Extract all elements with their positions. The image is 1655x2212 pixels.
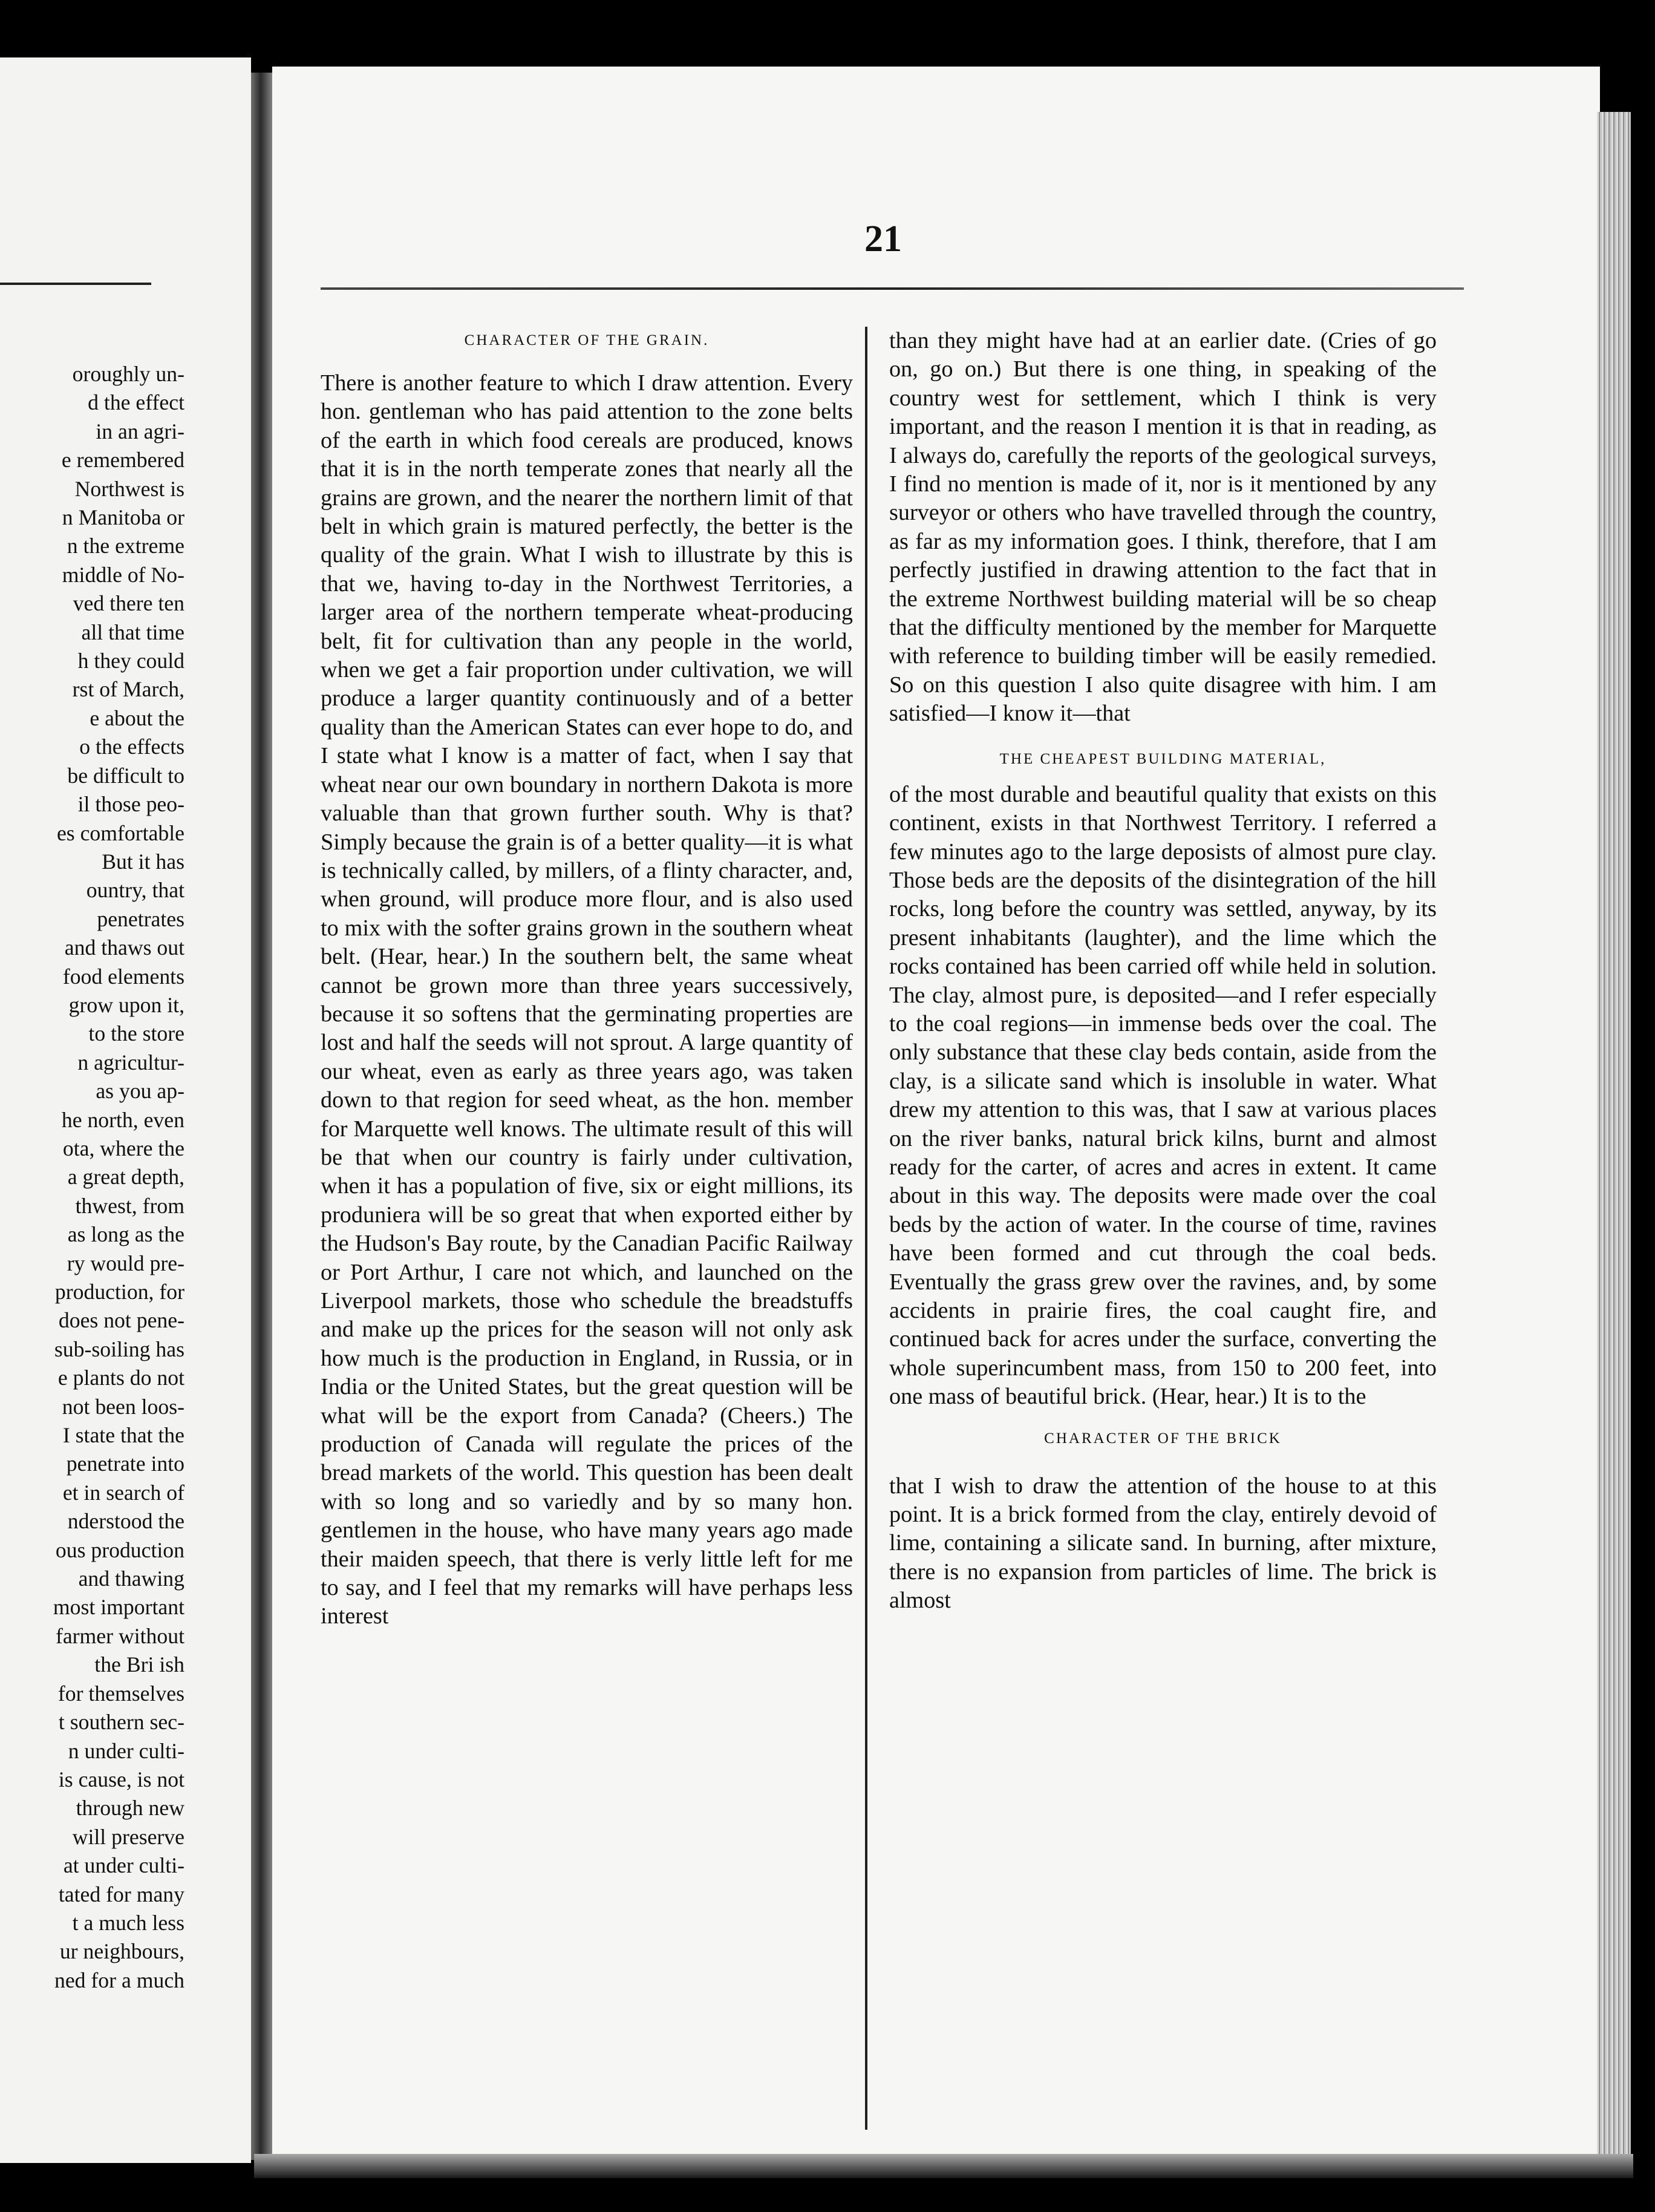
left-page-line: in an agri- (96, 419, 184, 443)
left-page-line: production, for (54, 1280, 184, 1304)
left-page-line: n agricultur- (77, 1050, 184, 1075)
left-page-line: to the store (88, 1021, 184, 1046)
page-edges (1597, 112, 1631, 2157)
left-page-line: penetrates (97, 906, 184, 931)
left-page-line: ur neighbours, (59, 1939, 184, 1964)
column-divider (865, 327, 867, 2130)
left-page-line: most important (53, 1595, 184, 1620)
left-page-line: t southern sec- (58, 1710, 184, 1735)
left-page-line: ota, where the (62, 1136, 184, 1160)
left-page-column (0, 360, 184, 1995)
left-page-line: does not pene- (58, 1308, 184, 1333)
left-page-line: and thawing (78, 1566, 184, 1591)
left-page-line: middle of No- (62, 562, 184, 587)
left-page-line: as you ap- (96, 1079, 184, 1104)
left-page-line: nderstood the (67, 1509, 184, 1534)
paragraph-brick: that I wish to draw the attention of the house to at this point. It is a brick formed from the clay, entirely devoid of lime, containing a silicate sand. In burning, after mixture, there is no expansion from particles of lime. The brick is almost (889, 1473, 1437, 1614)
left-page-line: all that time (81, 620, 184, 644)
left-page-line: rst of March, (72, 677, 184, 702)
text-column-1 (321, 327, 853, 1631)
paragraph-continuation: than they might have had at an earlier date. (Cries of go on, go on.) But there is one thing, in speaking of the country west for settlement, which I think is very important, and the reason I mention it is that in reading, as I always do, carefully the reports of the geological surveys, I find no mention is made of it, nor is it mentioned by any surveyor or others who have travelled through the country, as far as my information goes. I think, therefore, that I am perfectly justified in drawing attention to the fact that in the extreme Northwest building material will be so cheap that the difficulty mentioned by the member for Marquette with reference to building timber will be easily remedied. So on this question I also quite disagree with him. I am satisfied—I know it—that (889, 328, 1437, 727)
left-page-line: ned for a much (54, 1968, 184, 1992)
section-heading-brick: CHARACTER OF THE BRICK (1044, 1430, 1282, 1447)
left-page-line: ved there ten (73, 591, 184, 616)
left-page-line: at under culti- (63, 1853, 184, 1878)
left-page-line: penetrate into (66, 1451, 184, 1476)
left-page-line: n the extreme (67, 534, 184, 558)
left-page-line: ry would pre- (67, 1251, 184, 1275)
left-page-line: I state that the (62, 1423, 184, 1448)
left-page-line: the Bri ish (94, 1652, 184, 1677)
left-page (0, 57, 251, 2163)
bottom-shadow (254, 2154, 1633, 2178)
left-page-line: grow upon it, (68, 992, 184, 1017)
left-page-line: food elements (62, 964, 184, 989)
page-number: 21 (864, 218, 902, 260)
left-page-line: as long as the (67, 1222, 184, 1247)
left-page-line: e remembered (61, 448, 184, 473)
text-column-2 (889, 327, 1437, 1615)
left-page-line: t a much less (72, 1910, 184, 1935)
left-page-line: thwest, from (75, 1193, 184, 1218)
left-page-line: and thaws out (64, 935, 184, 960)
left-page-line: h they could (77, 649, 184, 673)
left-page-line: tated for many (58, 1882, 184, 1906)
paragraph-grain: There is another feature to which I draw attention. Every hon. gentleman who has paid attention to the zone belts of the earth in which food cereals are produced, knows that it is in the north temperate zones that nearly all the grains are grown, and the nearer the northern limit of that belt in which grain is matured perfectly, the better is the quality of the grain. What I wish to illustrate by this is that we, having to-day in the Northwest Territories, a larger area of the northern temperate wheat-producing belt, fit for cultivation than any people in the world, when we get a fair proportion under cultivation, we will produce a larger quantity continuously and of a better quality than the American States can ever hope to do, and I state what I know is a matter of fact, when I say that wheat near our own boundary in northern Dakota is more valuable than that grown further south. Why is that? Simply because the grain is of a better quality—it is what is technically called, by millers, of a flinty character, and, when ground, will produce more flour, and is also used to mix with the softer grains grown in the southern wheat belt. (Hear, hear.) In the southern belt, the same wheat cannot be grown more than three years successively, because it so softens that the germinating properties are lost and half the seeds will not sprout. A large quantity of our wheat, even as early as three years ago, was taken down to that region for seed wheat, as the hon. member for Marquette well knows. The ultimate result of this will be that when our country is fairly under cultivation, when it has a population of five, six or eight millions, its produniera will be so great that when exported either by the Hudson's Bay route, by the Canadian Pacific Railway or Port Arthur, I care not which, and launched on the Liverpool markets, those who schedule the breadstuffs and make up the prices for the season will not only ask how much is the production in England, in Russia, or in India or the United States, but the great question will be what will be the export from Canada? (Cheers.) The production of Canada will regulate the prices of the bread markets of the world. This question has been dealt with so long and so variedly and by so many hon. gentlemen in the house, who have many years ago made their maiden speech, that there is verly little left for me to say, and I feel that my remarks will have perhaps less interest (321, 370, 853, 1629)
left-page-line: d the effect (88, 390, 184, 415)
left-page-line: Northwest is (74, 476, 184, 501)
left-page-line: es comfortable (56, 820, 184, 845)
left-page-line: il those peo- (77, 792, 184, 817)
left-page-line: ous production (55, 1537, 184, 1562)
book-spine (251, 73, 275, 2160)
left-page-line: sub-soiling has (54, 1337, 184, 1361)
left-page-line: a great depth, (67, 1165, 184, 1189)
left-page-line: ountry, that (86, 878, 184, 903)
paragraph-building-material: of the most durable and beautiful quality that exists on this continent, exists in that Northwest Territory. I referred a few minutes ago to the large deposists of almost pure clay. Those beds are the deposits of the disintegration of the hill rocks, long before the country was settled, anyway, by its present inhabitants (laughter), and the lime which the rocks contained has been carried off while held in solution. The clay, almost pure, is deposited—and I refer especially to the coal regions—in immense beds over the coal. The only substance that these clay beds contain, aside from the clay, is a silicate sand which is insoluble in water. What drew my attention to this was, that I saw at various places on the river banks, natural brick kilns, burnt and almost ready for the carter, of acres and acres in extent. It came about in this way. The deposits were made over the coal beds by the action of water. In the course of time, ravines have been formed and cut through the coal beds. Eventually the grass grew over the ravines, and, by some accidents in prairie fires, the coal caught fire, and continued back for acres under the surface, converting the whole superincumbent mass, from 150 to 200 feet, into one mass of beautiful brick. (Hear, hear.) It is to the (889, 781, 1437, 1410)
left-page-line: not been loos- (62, 1394, 184, 1419)
left-page-line: et in search of (62, 1480, 184, 1505)
section-heading-grain: CHARACTER OF THE GRAIN. (464, 332, 710, 348)
left-page-line: will preserve (72, 1824, 184, 1849)
left-page-line: he north, even (61, 1107, 184, 1132)
left-page-line: e plants do not (57, 1366, 184, 1390)
left-page-line: farmer without (55, 1623, 184, 1648)
left-page-line: n under culti- (68, 1738, 184, 1763)
left-page-line: n Manitoba or (62, 505, 184, 530)
left-page-line: oroughly un- (72, 362, 184, 386)
section-heading-building-material: THE CHEAPEST BUILDING MATERIAL, (999, 750, 1327, 767)
left-page-line: But it has (102, 849, 184, 874)
left-page-line: be difficult to (67, 763, 184, 788)
left-page-rule (0, 283, 151, 285)
left-page-line: is cause, is not (58, 1767, 184, 1792)
left-page-line: e about the (90, 705, 184, 730)
left-page-line: through new (76, 1796, 184, 1821)
left-page-line: for themselves (57, 1681, 184, 1706)
left-page-line: o the effects (79, 735, 184, 759)
header-rule (321, 287, 1464, 290)
